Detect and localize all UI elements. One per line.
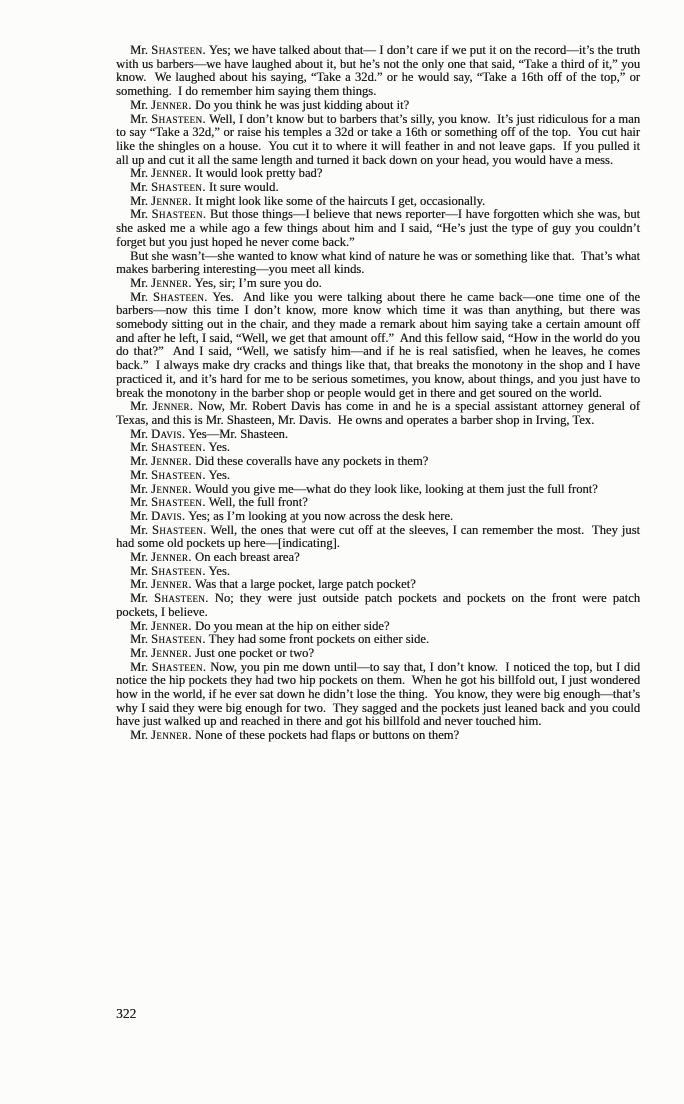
speaker-label: Mr. Shasteen.	[130, 495, 206, 510]
transcript-paragraph: Mr. Shasteen. Yes.	[130, 440, 230, 455]
speaker-label: Mr. Shasteen.	[130, 522, 207, 537]
speaker-label: Mr. Jenner.	[130, 97, 192, 112]
speaker-label: Mr. Jenner.	[130, 645, 192, 660]
transcript-paragraph: Mr. Jenner. It would look pretty bad?	[130, 166, 323, 181]
speaker-label: Mr. Jenner.	[130, 275, 192, 290]
transcript-paragraph: Mr. Shasteen. No; they were just outside patch pockets and pockets on the front were patch pockets, I believe.	[116, 591, 644, 619]
speaker-label: Mr. Jenner.	[130, 166, 192, 181]
page-number: 322	[116, 1006, 137, 1021]
transcript-paragraph: Mr. Jenner. On each breast area?	[130, 550, 300, 565]
speaker-label: Mr. Jenner.	[130, 618, 192, 633]
speaker-label: Mr. Shasteen.	[130, 563, 206, 578]
transcript-paragraph: Mr. Shasteen. It sure would.	[130, 180, 279, 195]
speaker-label: Mr. Jenner.	[130, 454, 192, 469]
transcript-paragraph: Mr. Jenner. Do you mean at the hip on either side?	[130, 618, 390, 633]
speaker-label: Mr. Shasteen.	[130, 289, 208, 304]
transcript-paragraph: But she wasn’t—she wanted to know what kind of nature he was or something like that. That’s what makes barbering interesting—you meet all kinds.	[116, 248, 644, 277]
transcript-paragraph: Mr. Shasteen. But those things—I believe that news reporter—I have forgotten which she was, but she asked me a while ago a few things about him and I said, “He’s just the type of guy you couldn’t forget but you just hoped he never come back.”	[116, 207, 644, 249]
speaker-label: Mr. Shasteen.	[130, 467, 206, 482]
speaker-label: Mr. Shasteen.	[130, 659, 207, 674]
speaker-label: Mr. Shasteen.	[130, 180, 206, 195]
transcript-paragraph: Mr. Shasteen. Well, I don’t know but to barbers that’s silly, you know. It’s just ridiculous for a man to say “Take a 32d,” or raise his temples a 32d or take a 16th or something off of the top. You cut hair like the shingles on a house. You cut it to where it will feather in and not leave gaps. If you pulled it all up and cut it all the same length and turned it back down on your head, you would have a mess.	[116, 111, 644, 167]
speaker-label: Mr. Shasteen.	[130, 632, 206, 647]
speaker-label: Mr. Davis.	[130, 508, 186, 523]
transcript-paragraph: Mr. Davis. Yes—Mr. Shasteen.	[130, 426, 289, 441]
transcript-body	[116, 43, 644, 743]
transcript-paragraph: Mr. Jenner. Do you think he was just kidding about it?	[130, 97, 410, 112]
transcript-paragraph: Mr. Shasteen. Yes.	[130, 467, 230, 482]
transcript-paragraph: Mr. Shasteen. Yes. And like you were talking about there he came back—one time one of the barbers—now this time I don’t know, more know which time it was than anything, but there was somebody sitting out in the chair, and they made a remark about him saying take a certain amount off and after he left, I said, “Well, we get that amount off.” And this fellow said, “How in the world do you do that?” And I said, “Well, we satisfy him—and if he is real satisfied, when he leaves, he comes back.” I always make dry cracks and things like that, that breaks the monotony in the shop and I have practiced it, and it’s hard for me to be serious sometimes, you know, about things, and you just have to break the monotony in the barber shop or people would get in there and get soured on the world.	[116, 289, 644, 400]
speaker-label: Mr. Shasteen.	[130, 111, 206, 126]
transcript-paragraph: Mr. Jenner. Just one pocket or two?	[130, 645, 314, 660]
transcript-paragraph: Mr. Jenner. Would you give me—what do they look like, looking at them just the full front?	[130, 481, 598, 496]
speaker-label: Mr. Jenner.	[130, 577, 192, 592]
speaker-label: Mr. Jenner.	[130, 399, 194, 414]
transcript-paragraph: Mr. Jenner. Did these coveralls have any pockets in them?	[130, 454, 429, 469]
speaker-label: Mr. Jenner.	[130, 728, 192, 743]
speaker-label: Mr. Jenner.	[130, 193, 192, 208]
transcript-paragraph: Mr. Shasteen. Well, the full front?	[130, 495, 308, 510]
transcript-paragraph: Mr. Davis. Yes; as I’m looking at you now across the desk here.	[130, 508, 454, 523]
speaker-label: Mr. Jenner.	[130, 481, 192, 496]
transcript-paragraph: Mr. Shasteen. Well, the ones that were cut off at the sleeves, I can remember the most. They just had some old pockets up here—[indicating].	[116, 522, 644, 551]
transcript-paragraph: Mr. Jenner. Now, Mr. Robert Davis has come in and he is a special assistant attorney general of Texas, and this is Mr. Shasteen, Mr. Davis. He owns and operates a barber shop in Irving, Tex.	[116, 399, 643, 427]
transcript-paragraph: Mr. Shasteen. Yes; we have talked about that— I don’t care if we put it on the record—it’s the truth with us barbers—we have laughed about it, but he’s not the only one that said, “Take a third of it,” you know. We laughed about his saying, “Take a 32d.” or he would say, “Take a 16th off of the top,” or something. I do remember him saying them things.	[116, 43, 644, 99]
transcript-paragraph: Mr. Shasteen. Now, you pin me down until—to say that, I don’t know. I noticed the top, but I did notice the hip pockets they had two hip pockets on them. When he got his billfold out, I just wondered how in the world, if he ever sat down he didn’t lose the thing. You know, they were big enough—that’s why I said they were big enough for two. They sagged and the pockets just leaned back and you could have just walked up and reached in there and got his billfold and never touched him.	[116, 659, 644, 729]
speaker-label: Mr. Jenner.	[130, 550, 192, 565]
transcript-paragraph: Mr. Shasteen. They had some front pockets on either side.	[130, 632, 429, 647]
transcript-paragraph: Mr. Jenner. It might look like some of the haircuts I get, occasionally.	[130, 193, 486, 208]
speaker-label: Mr. Shasteen.	[130, 43, 206, 57]
speaker-label: Mr. Shasteen.	[130, 591, 209, 606]
transcript-paragraph: Mr. Jenner. Yes, sir; I’m sure you do.	[130, 275, 322, 290]
transcript-paragraph: Mr. Jenner. Was that a large pocket, large patch pocket?	[130, 577, 416, 592]
speaker-label: Mr. Shasteen.	[130, 440, 206, 455]
transcript-paragraph: Mr. Jenner. None of these pockets had flaps or buttons on them?	[130, 728, 460, 743]
speaker-label: Mr. Shasteen.	[130, 207, 207, 222]
speaker-label: Mr. Davis.	[130, 426, 186, 441]
transcript-paragraph: Mr. Shasteen. Yes.	[130, 563, 230, 578]
